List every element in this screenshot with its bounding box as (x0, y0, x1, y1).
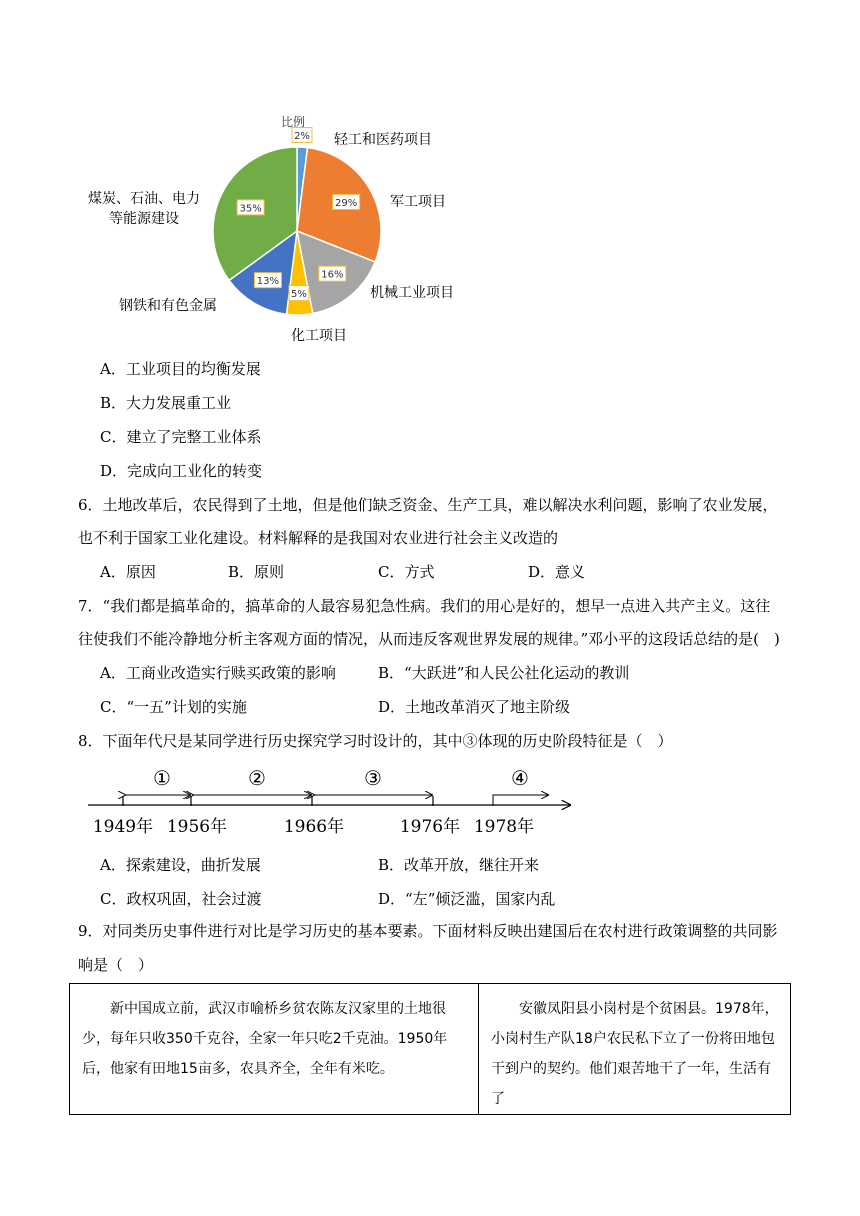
slice-label-energy-line2: 等能源建设 (109, 211, 179, 227)
q5-option-d[interactable]: D．完成向工业化的转变 (100, 462, 263, 480)
q7-option-b[interactable]: B．“大跃进”和人民公社化运动的教训 (378, 664, 630, 682)
year-1978: 1978年 (473, 817, 535, 837)
pie-value-badge (289, 286, 309, 301)
q6-stem-line1: 6．土地改革后，农民得到了土地，但是他们缺乏资金、生产工具，难以解决水利问题，影响了农业发展， (78, 496, 778, 514)
q6-option-a[interactable]: A．原因 (100, 563, 156, 581)
year-1976: 1976年 (399, 817, 461, 837)
q9-material-table (69, 983, 791, 1115)
pie-value-text: 29% (335, 197, 358, 209)
legend-header: 比例 (280, 115, 306, 129)
segment-2-label: ② (248, 766, 266, 790)
pie-value-badge (319, 266, 346, 281)
q5-option-a[interactable]: A．工业项目的均衡发展 (100, 360, 261, 378)
q8-option-d[interactable]: D．“左”倾泛滥，国家内乱 (378, 890, 556, 908)
q7-option-c[interactable]: C．“一五”计划的实施 (100, 698, 247, 716)
q9-stem-line2: 响是（ ） (78, 956, 154, 974)
segment-3-label: ③ (364, 766, 382, 790)
segment-1-label: ① (153, 766, 171, 790)
q8-option-b[interactable]: B．改革开放，继往开来 (378, 856, 540, 874)
q8-option-c[interactable]: C．政权巩固，社会过渡 (100, 890, 262, 908)
pie-chart (60, 100, 500, 350)
material-right-cell (479, 984, 791, 1115)
pie-value-badge (237, 200, 264, 215)
slice-label-steel: 钢铁和有色金属 (119, 298, 217, 314)
pie-value-badge (254, 273, 281, 288)
slice-label-chemical: 化工项目 (291, 328, 347, 344)
q7-stem-line2: 往使我们不能冷静地分析主客观方面的情况，从而违反客观世界发展的规律。”邓小平的这段话总结的是( ) (78, 630, 780, 648)
timeline (80, 760, 580, 840)
q7-option-a[interactable]: A．工商业改造实行赎买政策的影响 (100, 664, 336, 682)
segment-4-arrow (493, 795, 548, 806)
q7-option-d[interactable]: D．土地改革消灭了地主阶级 (378, 698, 571, 716)
pie-value-badge (333, 194, 360, 209)
material-right-text: 安徽凤阳县小岗村是个贫困县。1978年，小岗村生产队18户农民私下立了一份将田地包干到户的契约。他们艰苦地干了一年，生活有了 (491, 1001, 779, 1107)
pie-value-text: 35% (239, 203, 262, 215)
slice-label-military: 军工项目 (390, 194, 446, 210)
pie-value-text: 16% (321, 269, 344, 281)
q9-stem-line1: 9．对同类历史事件进行对比是学习历史的基本要素。下面材料反映出建国后在农村进行政策调整的共同影 (78, 922, 778, 940)
q7-stem-line1: 7．“我们都是搞革命的，搞革命的人最容易犯急性病。我们的用心是好的，想早一点进入共产主义。这往 (78, 597, 771, 615)
q5-option-b[interactable]: B．大力发展重工业 (100, 394, 232, 412)
slice-label-light-industry: 轻工和医药项目 (334, 132, 432, 148)
year-1956: 1956年 (166, 817, 228, 837)
q6-option-b[interactable]: B．原则 (228, 563, 285, 581)
year-1966: 1966年 (283, 817, 345, 837)
pie-value-text: 5% (291, 289, 307, 301)
material-left-cell (70, 984, 479, 1115)
material-left-text: 新中国成立前，武汉市喻桥乡贫农陈友汉家里的土地很少，每年只收350千克谷，全家一年只吃2千克油。1950年后，他家有田地15亩多，农具齐全，全年有米吃。 (82, 1001, 448, 1077)
q8-stem: 8．下面年代尺是某同学进行历史探究学习时设计的，其中③体现的历史阶段特征是（ ） (78, 732, 673, 750)
pie-value-text: 2% (294, 131, 310, 142)
pie-value-badge (292, 128, 312, 143)
pie-value-text: 13% (256, 276, 280, 288)
year-1949: 1949年 (92, 817, 154, 837)
q6-stem-line2: 也不利于国家工业化建设。材料解释的是我国对农业进行社会主义改造的 (78, 529, 559, 547)
segment-4-label: ④ (511, 766, 529, 790)
q6-option-d[interactable]: D．意义 (528, 563, 586, 581)
q6-option-c[interactable]: C．方式 (378, 563, 435, 581)
slice-label-energy-line1: 煤炭、石油、电力 (88, 191, 200, 207)
q5-option-c[interactable]: C．建立了完整工业体系 (100, 428, 262, 446)
slice-label-machinery: 机械工业项目 (370, 285, 454, 301)
q8-option-a[interactable]: A．探索建设，曲折发展 (100, 856, 261, 874)
